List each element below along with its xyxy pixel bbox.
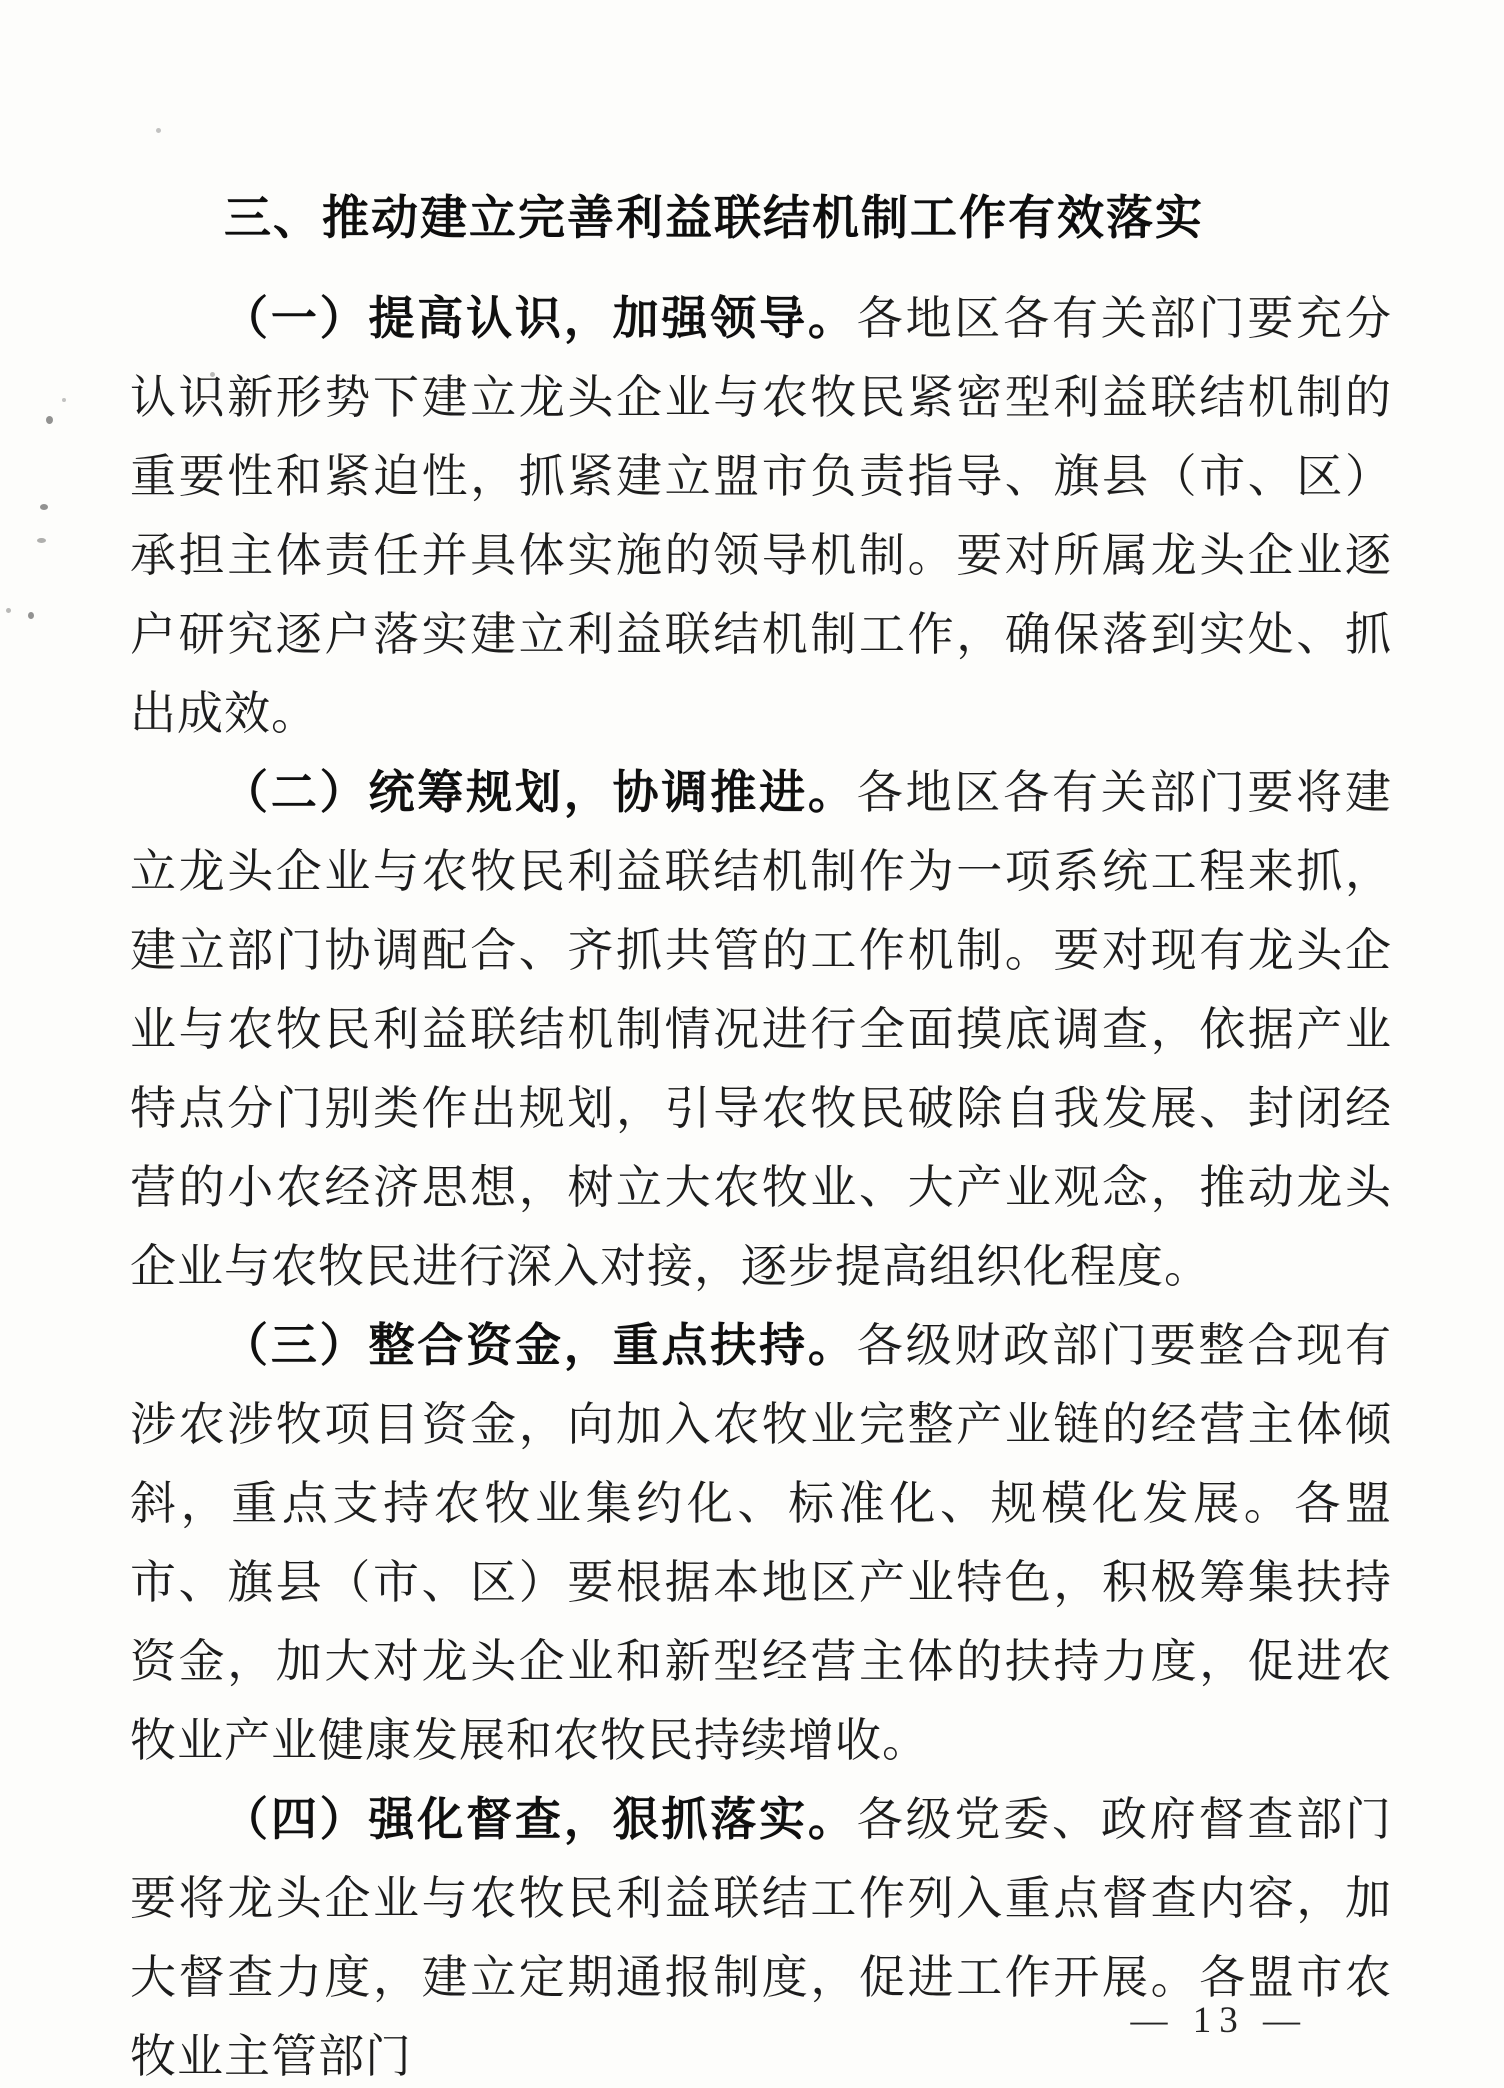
paragraph-1 <box>130 279 1392 753</box>
scan-artifact <box>28 612 34 619</box>
paragraph-3-lead: （三）整合资金，重点扶持。 <box>222 1320 857 1371</box>
document-body <box>130 178 1392 2088</box>
paragraph-1-text: 各地区各有关部门要充分认识新形势下建立龙头企业与农牧民紧密型利益联结机制的重要性和紧迫性，抓紧建立盟市负责指导、旗县（市、区）承担主体责任并具体实施的领导机制。要对所属龙头企业逐户研究逐户落实建立利益联结机制工作，确保落到实处、抓出成效。 <box>130 293 1393 739</box>
section-heading: 三、推动建立完善利益联结机制工作有效落实 <box>224 191 1204 244</box>
scan-artifact <box>37 538 46 543</box>
scan-artifact <box>156 128 161 133</box>
paragraph-4-text: 各级党委、政府督查部门要将龙头企业与农牧民利益联结工作列入重点督查内容，加大督查力度，建立定期通报制度，促进工作开展。各盟市农牧业主管部门 <box>130 1794 1393 2082</box>
paragraph-3 <box>130 1306 1392 1780</box>
scan-artifact <box>6 608 11 613</box>
scan-artifact <box>46 416 53 424</box>
paragraph-2 <box>130 753 1392 1306</box>
scan-artifact <box>40 504 48 510</box>
paragraph-2-lead: （二）统筹规划，协调推进。 <box>222 767 857 818</box>
scan-artifact <box>62 398 66 402</box>
paragraph-1-lead: （一）提高认识，加强领导。 <box>222 293 857 344</box>
paragraph-4-lead: （四）强化督查，狠抓落实。 <box>222 1794 857 1845</box>
paragraph-2-text: 各地区各有关部门要将建立龙头企业与农牧民利益联结机制作为一项系统工程来抓，建立部门协调配合、齐抓共管的工作机制。要对现有龙头企业与农牧民利益联结机制情况进行全面摸底调查，依据产业特点分门别类作出规划，引导农牧民破除自我发展、封闭经营的小农经济思想，树立大农牧业、大产业观念，推动龙头企业与农牧民进行深入对接，逐步提高组织化程度。 <box>130 767 1393 1292</box>
page-number: — 13 — <box>1130 2000 1308 2041</box>
paragraph-3-text: 各级财政部门要整合现有涉农涉牧项目资金，向加入农牧业完整产业链的经营主体倾斜，重点支持农牧业集约化、标准化、规模化发展。各盟市、旗县（市、区）要根据本地区产业特色，积极筹集扶持资金，加大对龙头企业和新型经营主体的扶持力度，促进农牧业产业健康发展和农牧民持续增收。 <box>130 1320 1393 1766</box>
